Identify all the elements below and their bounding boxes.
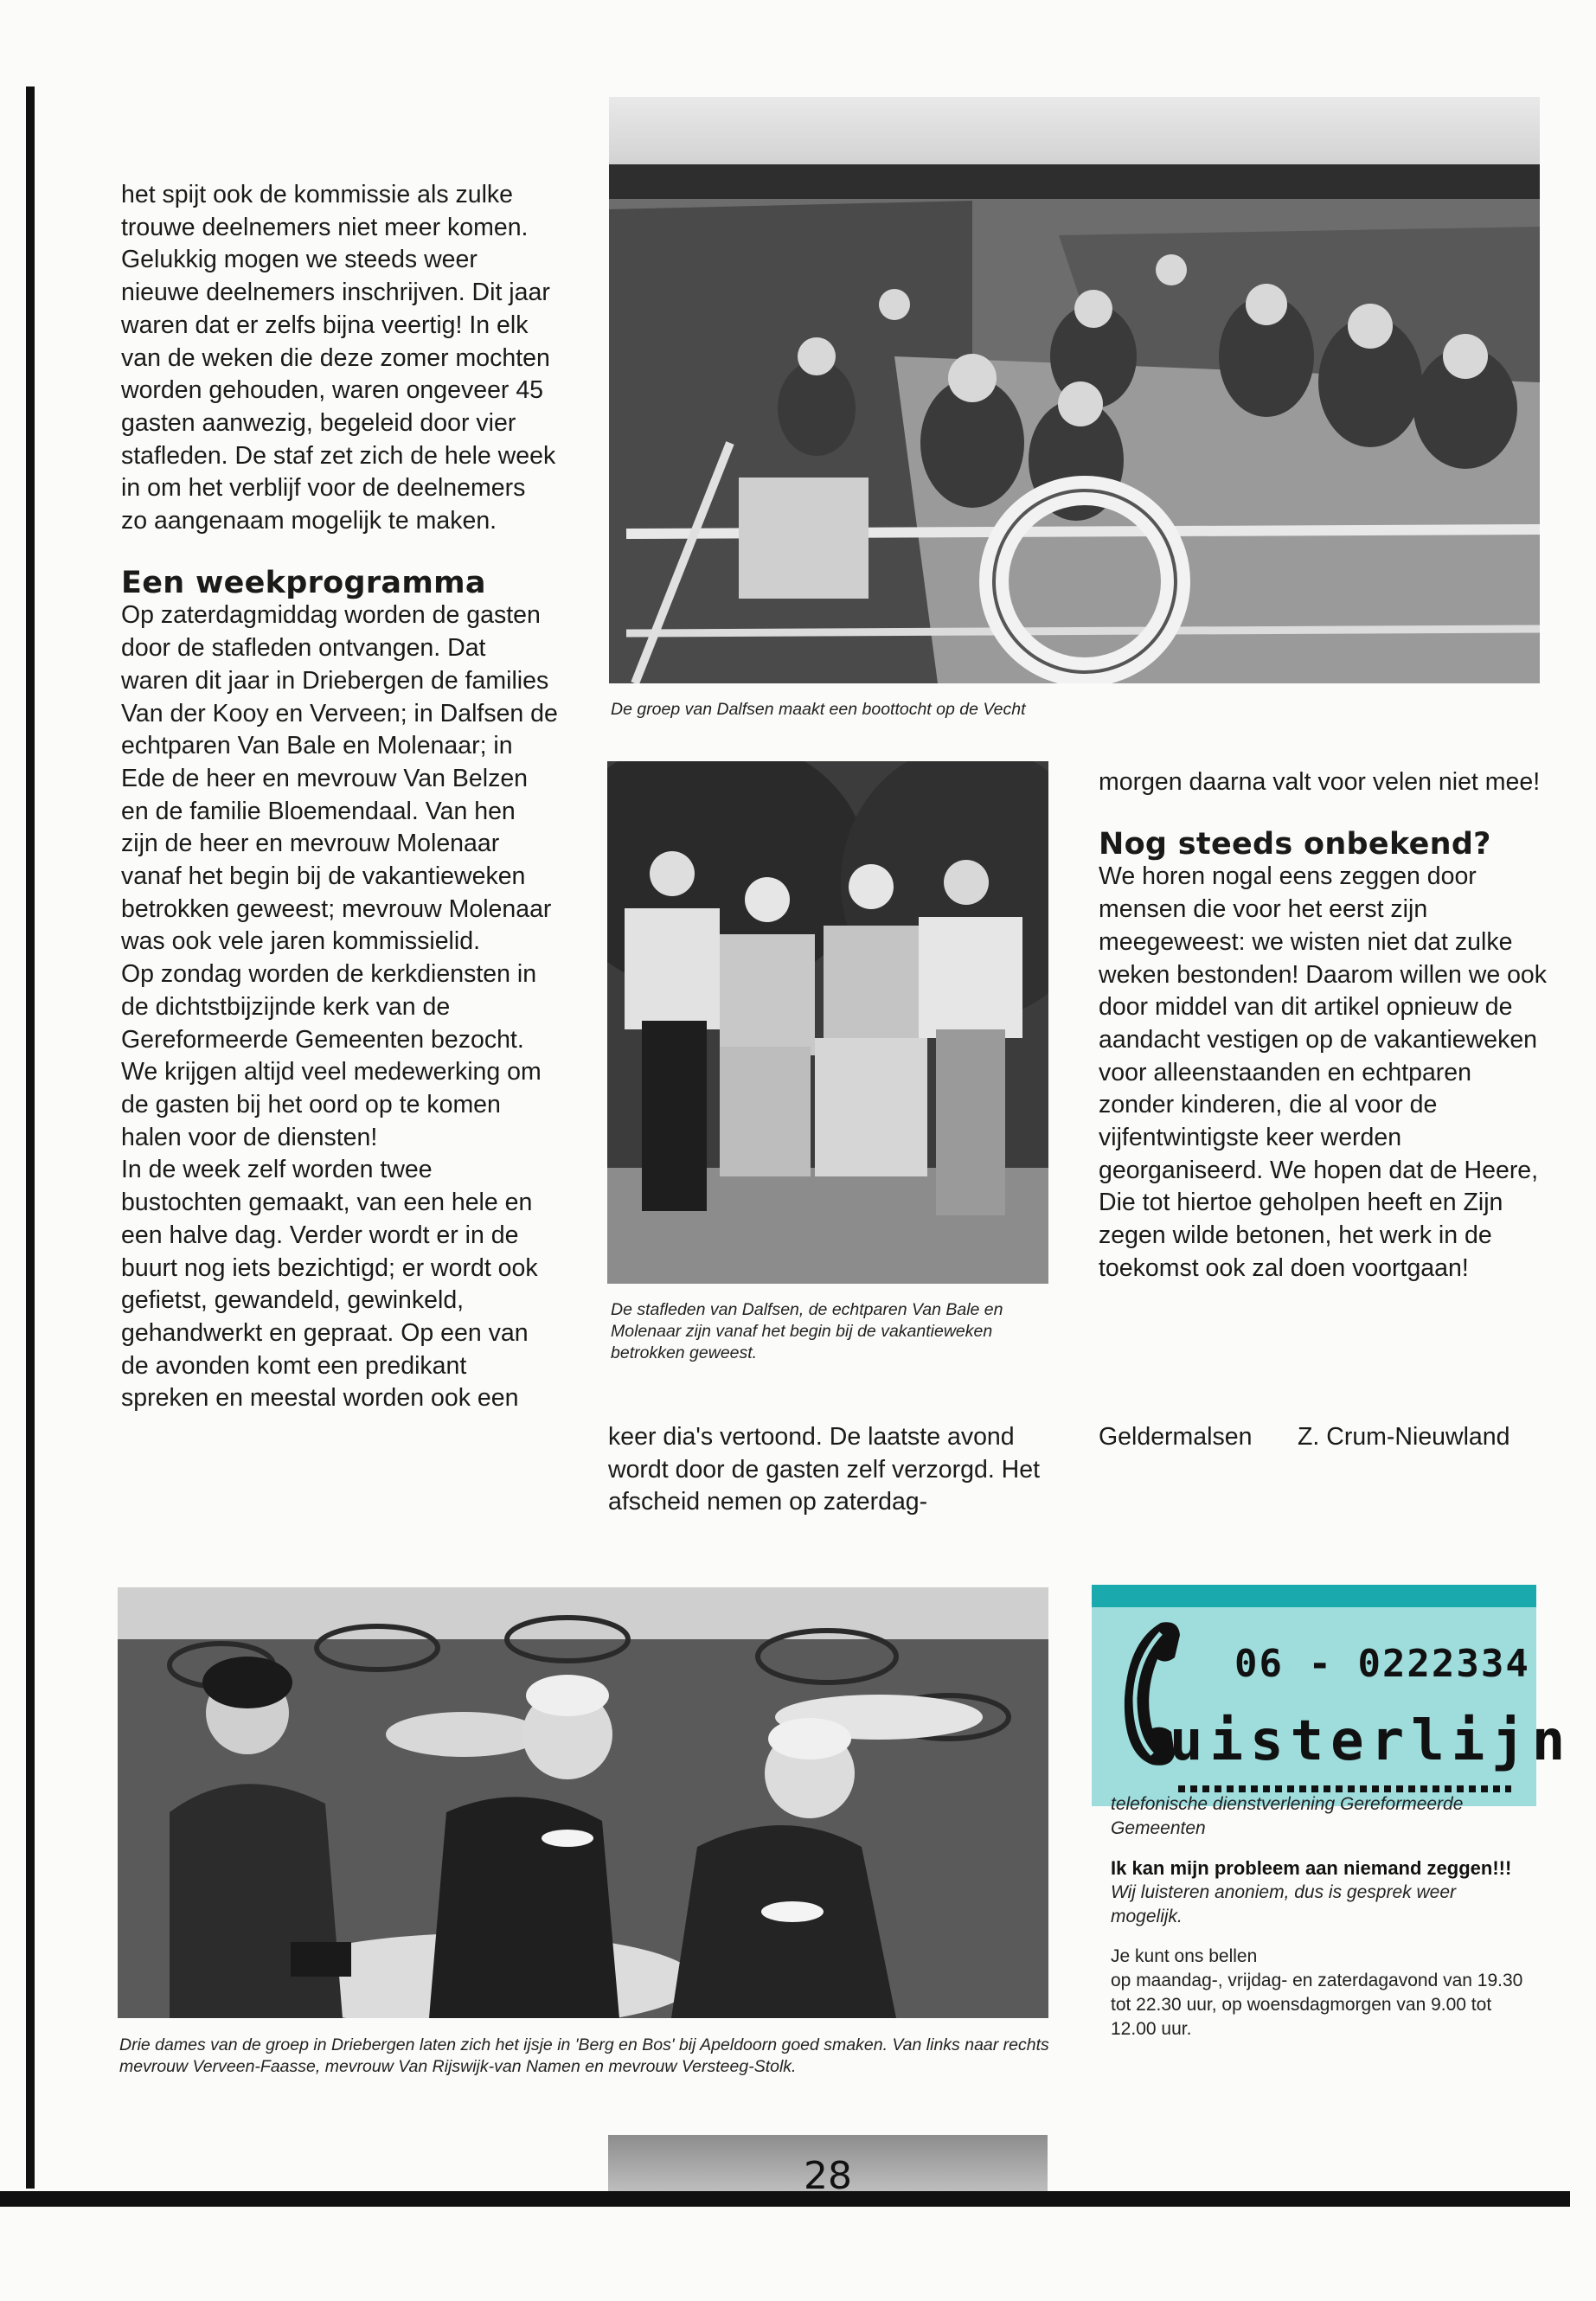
paragraph-intro: het spijt ook de kommissie als zulke trouwe deelnemers niet meer komen. <box>121 181 529 241</box>
photo-ladies-ice-cream <box>118 1587 1048 2018</box>
signature-author: Z. Crum-Nieuwland <box>1298 1423 1510 1451</box>
column-left <box>121 179 558 1415</box>
caption-boat-trip: De groep van Dalfsen maakt een boottocht op de Vecht <box>611 700 1026 719</box>
luisterlijn-ad <box>1092 1585 1573 2086</box>
heading-nog-steeds-onbekend: Nog steeds onbekend? <box>1099 826 1491 862</box>
ad-hours: op maandag-, vrijdag- en zaterdagavond van 19.30 tot 22.30 uur, op woensdagmorgen van 9.00 tot 12.00 uur. <box>1111 1971 1523 2039</box>
page-edge-left <box>26 87 35 2189</box>
photo-boat-trip <box>609 97 1540 683</box>
ad-tagline: telefonische dienstverlening Gereformeerde Gemeenten <box>1111 1794 1464 1838</box>
paragraph-saturday: Op zaterdagmiddag worden de gasten door de stafleden ontvangen. Dat waren dit jaar in Driebergen de families Van der Kooy en Verveen; in Dalfsen de echtparen Van Bale en Molenaar; in Ede de heer en mevrouw Van Belzen en de familie Bloemendaal. Van hen zijn de heer en mevrouw Molenaar vanaf het begin bij de vakantieweken betrokken geweest; mevrouw Molenaar was ook vele jaren kommissielid. <box>121 601 558 956</box>
page-number-box <box>608 2135 1048 2191</box>
signature-place: Geldermalsen <box>1099 1423 1253 1451</box>
phone-number: 06 - 0222334 <box>1234 1642 1530 1686</box>
paragraph-new-participants: Gelukkig mogen we steeds weer nieuwe deelnemers inschrijven. Dit jaar waren dat er zelfs bijna veertig! In elk van de weken die deze zomer mochten worden gehouden, waren ongeveer 45 gasten aanwezig, begeleid door vier stafleden. De staf zet zich de hele week in om het verblijf voor de deelnemers zo aangenaam mogelijk te maken. <box>121 246 556 535</box>
paragraph-evening: keer dia's vertoond. De laatste avond wordt door de gasten zelf verzorgd. Het afscheid nemen op zaterdag- <box>608 1423 1041 1516</box>
luisterlijn-header <box>1092 1585 1573 1806</box>
luisterlijn-body <box>1111 1792 1526 2041</box>
page-number: 28 <box>804 2154 852 2191</box>
caption-ladies-ice-cream: Drie dames van de groep in Driebergen laten zich het ijsje in 'Berg en Bos' bij Apeldoorn goed smaken. Van links naar rechts mevrouw Verveen-Faasse, mevrouw Van Rijswijk-van Namen en mevrouw Versteeg-Stolk. <box>119 2035 1049 2076</box>
ad-headline: Ik kan mijn probleem aan niemand zeggen!!! <box>1111 1857 1512 1879</box>
caption-staff-group: De stafleden van Dalfsen, de echtparen Van Bale en Molenaar zijn vanaf het begin bij de vakantieweken betrokken geweest. <box>611 1300 1003 1362</box>
ad-call-intro: Je kunt ons bellen <box>1111 1946 1258 1966</box>
photo-staff-group <box>607 761 1048 1284</box>
page-edge-bottom <box>0 2191 1570 2207</box>
ad-subline: Wij luisteren anoniem, dus is gesprek weer mogelijk. <box>1111 1882 1456 1926</box>
decorative-wave-line <box>1178 1785 1511 1792</box>
heading-weekprogramma: Een weekprogramma <box>121 565 486 600</box>
paragraph-sunday: Op zondag worden de kerkdiensten in de dichtstbijzijnde kerk van de Gereformeerde Gemeenten bezocht. We krijgen altijd veel medewerking om de gasten bij het oord op te komen halen voor de diensten! <box>121 960 542 1151</box>
column-right <box>1099 766 1548 1285</box>
paragraph-unknown: We horen nogal eens zeggen door mensen die voor het eerst zijn meegeweest: we wisten niet dat zulke weken bestonden! Daarom willen we ook door middel van dit artikel opnieuw de aandacht vestigen op de vakantieweken voor alleenstaanden en echtparen zonder kinderen, die al voor de vijfentwintigste keer werden georganiseerd. We hopen dat de Heere, Die tot hiertoe geholpen heeft en Zijn zegen wilde betonen, het werk in de toekomst ook zal doen voortgaan! <box>1099 862 1548 1282</box>
brand-name: uisterlijn <box>1170 1709 1573 1773</box>
paragraph-week: In de week zelf worden twee bustochten gemaakt, van een hele en een halve dag. Verder wordt er in de buurt nog iets bezichtigd; er wordt ook gefietst, gewandeld, gewinkeld, gehandwerkt en gepraat. Op een van de avonden komt een predikant spreken en meestal worden ook een <box>121 1156 538 1413</box>
paragraph-morning: morgen daarna valt voor velen niet mee! <box>1099 768 1541 796</box>
